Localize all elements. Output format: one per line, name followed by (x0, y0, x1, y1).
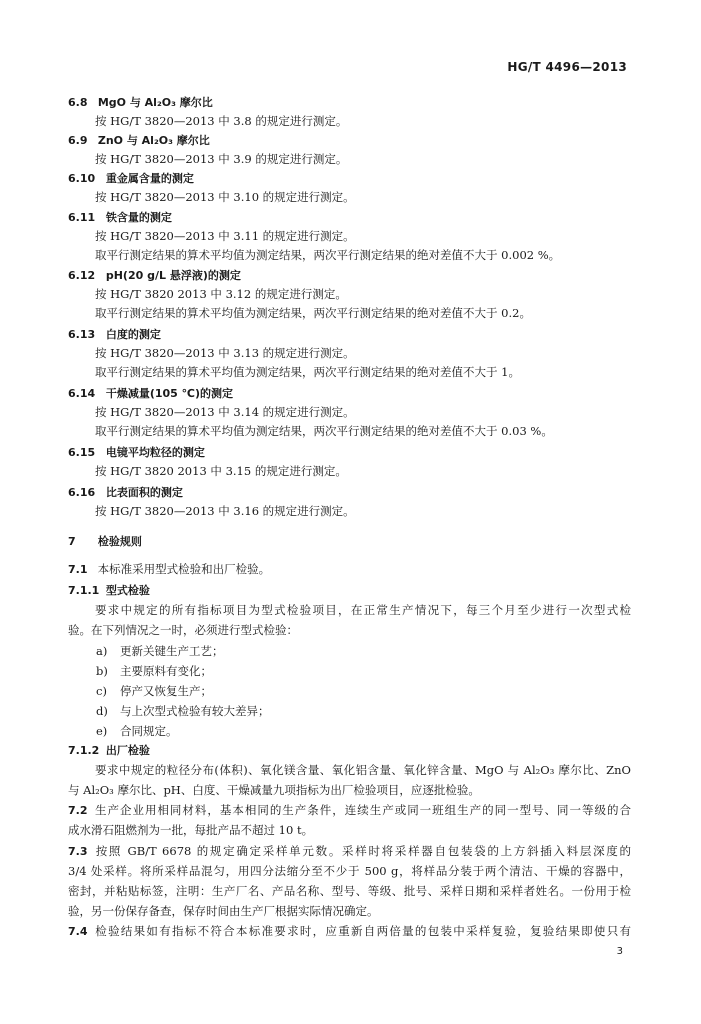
section-6-9-body: 按 HG/T 3820—2013 中 3.9 的规定进行测定。 (95, 152, 348, 166)
section-title: 出厂检验 (105, 744, 150, 757)
list-marker: e) (96, 724, 108, 738)
list-item (96, 663, 631, 680)
section-number: 7.4 (68, 925, 88, 938)
section-6-8-body: 按 HG/T 3820—2013 中 3.8 的规定进行测定。 (95, 114, 348, 128)
section-text: 检验结果如有指标不符合本标准要求时，应重新自两倍量的包装中采样复验，复验结果即使只有 (94, 924, 631, 938)
list-marker: a) (96, 644, 108, 658)
standard-code-header: HG/T 4496—2013 (507, 60, 627, 74)
section-6-16-body: 按 HG/T 3820—2013 中 3.16 的规定进行测定。 (95, 504, 355, 518)
section-7-heading (68, 533, 631, 550)
section-number: 7.3 (68, 845, 88, 858)
section-7-2-line-2: 成水滑石阻燃剂为一批，每批产品不超过 10 t。 (68, 823, 314, 837)
section-6-14-body-2: 取平行测定结果的算术平均值为测定结果，两次平行测定结果的绝对差值不大于 0.03 %。 (95, 424, 553, 438)
section-6-13-body: 按 HG/T 3820—2013 中 3.13 的规定进行测定。 (95, 346, 355, 360)
section-6-13-body-2: 取平行测定结果的算术平均值为测定结果，两次平行测定结果的绝对差值不大于 1。 (95, 365, 520, 379)
section-7-1-2-para-line-2: 与 Al₂O₃ 摩尔比、pH、白度、干燥减量九项指标为出厂检验项目，应逐批检验。 (68, 783, 480, 797)
section-7-4-line-1 (68, 923, 631, 940)
section-6-11-body-2: 取平行测定结果的算术平均值为测定结果，两次平行测定结果的绝对差值不大于 0.002 %。 (95, 248, 561, 262)
section-7-1-1-para-line-2: 验。在下列情况之一时，必须进行型式检验： (68, 623, 298, 637)
list-text: 更新关键生产工艺； (120, 644, 224, 658)
section-number: 6.8 (68, 96, 88, 109)
section-number: 6.16 (68, 486, 96, 499)
section-title: 比表面积的测定 (105, 486, 183, 499)
section-text: 生产企业用相同材料，基本相同的生产条件，连续生产或同一班组生产的同一型号、同一等级的合 (94, 803, 631, 817)
section-6-15-heading (68, 444, 631, 461)
section-number: 6.10 (68, 172, 96, 185)
section-6-10-body: 按 HG/T 3820—2013 中 3.10 的规定进行测定。 (95, 190, 355, 204)
section-6-13-heading (68, 326, 631, 343)
section-number: 6.12 (68, 269, 96, 282)
section-6-12-heading (68, 267, 631, 284)
section-text: 本标准采用型式检验和出厂检验。 (97, 562, 271, 576)
section-title: pH(20 g/L 悬浮液)的测定 (105, 269, 241, 282)
section-6-12-body-2: 取平行测定结果的算术平均值为测定结果，两次平行测定结果的绝对差值不大于 0.2。 (95, 306, 531, 320)
section-title: 电镜平均粒径的测定 (105, 446, 205, 459)
section-number: 7 (68, 535, 76, 548)
section-7-1 (68, 561, 631, 578)
section-6-9-heading (68, 132, 631, 149)
section-number: 7.2 (68, 804, 88, 817)
section-7-1-1-heading (68, 582, 631, 599)
section-7-3-line-1 (68, 843, 631, 860)
section-title: MgO 与 Al₂O₃ 摩尔比 (97, 96, 213, 109)
section-6-11-heading (68, 209, 631, 226)
list-text: 与上次型式检验有较大差异； (120, 704, 270, 718)
section-number: 6.14 (68, 387, 96, 400)
section-number: 7.1 (68, 563, 88, 576)
section-6-11-body: 按 HG/T 3820—2013 中 3.11 的规定进行测定。 (95, 229, 355, 243)
section-7-1-2-heading (68, 742, 631, 759)
section-7-3-line-4: 验，另一份保存备查，保存时间由生产厂根据实际情况确定。 (68, 904, 379, 918)
section-7-3-line-3: 密封，并粘贴标签，注明：生产厂名、产品名称、型号、等级、批号、采样日期和采样者姓名。一份用于检 (68, 884, 631, 898)
section-number: 6.11 (68, 211, 96, 224)
list-text: 合同规定。 (120, 724, 178, 738)
section-title: 重金属含量的测定 (105, 172, 194, 185)
list-item (96, 683, 631, 700)
section-title: 白度的测定 (105, 328, 161, 341)
page-number: 3 (616, 946, 623, 957)
section-number: 6.13 (68, 328, 96, 341)
section-7-1-2-para-line-1: 要求中规定的粒径分布(体积)、氧化镁含量、氧化铝含量、氧化锌含量、MgO 与 Al₂O₃ 摩尔比、ZnO (95, 763, 631, 777)
section-7-2-line-1 (68, 802, 631, 819)
section-title: 铁含量的测定 (105, 211, 172, 224)
list-marker: b) (96, 664, 108, 678)
section-number: 7.1.1 (68, 584, 100, 597)
section-number: 7.1.2 (68, 744, 100, 757)
list-item (96, 703, 631, 720)
section-title: ZnO 与 Al₂O₃ 摩尔比 (97, 134, 210, 147)
section-6-16-heading (68, 484, 631, 501)
list-text: 停产又恢复生产； (120, 684, 212, 698)
section-number: 6.9 (68, 134, 88, 147)
list-item (96, 643, 631, 660)
section-6-10-heading (68, 170, 631, 187)
section-6-12-body: 按 HG/T 3820 2013 中 3.12 的规定进行测定。 (95, 287, 347, 301)
list-marker: d) (96, 704, 108, 718)
section-6-14-heading (68, 385, 631, 402)
section-title: 检验规则 (97, 535, 142, 548)
section-number: 6.15 (68, 446, 96, 459)
list-item (96, 723, 631, 740)
list-marker: c) (96, 684, 107, 698)
section-title: 干燥减量(105 ℃)的测定 (105, 387, 234, 400)
section-6-15-body: 按 HG/T 3820 2013 中 3.15 的规定进行测定。 (95, 464, 347, 478)
section-6-8-heading (68, 94, 631, 111)
section-7-1-1-para-line-1: 要求中规定的所有指标项目为型式检验项目，在正常生产情况下，每三个月至少进行一次型式检 (95, 603, 631, 617)
list-text: 主要原料有变化； (120, 664, 212, 678)
section-6-14-body: 按 HG/T 3820—2013 中 3.14 的规定进行测定。 (95, 405, 355, 419)
section-7-3-line-2: 3/4 处采样。将所采样品混匀，用四分法缩分至不少于 500 g，将样品分装于两个清洁、干燥的容器中， (68, 864, 631, 878)
section-title: 型式检验 (105, 584, 150, 597)
section-text: 按照 GB/T 6678 的规定确定采样单元数。采样时将采样器自包装袋的上方斜插入料层深度的 (94, 844, 631, 858)
